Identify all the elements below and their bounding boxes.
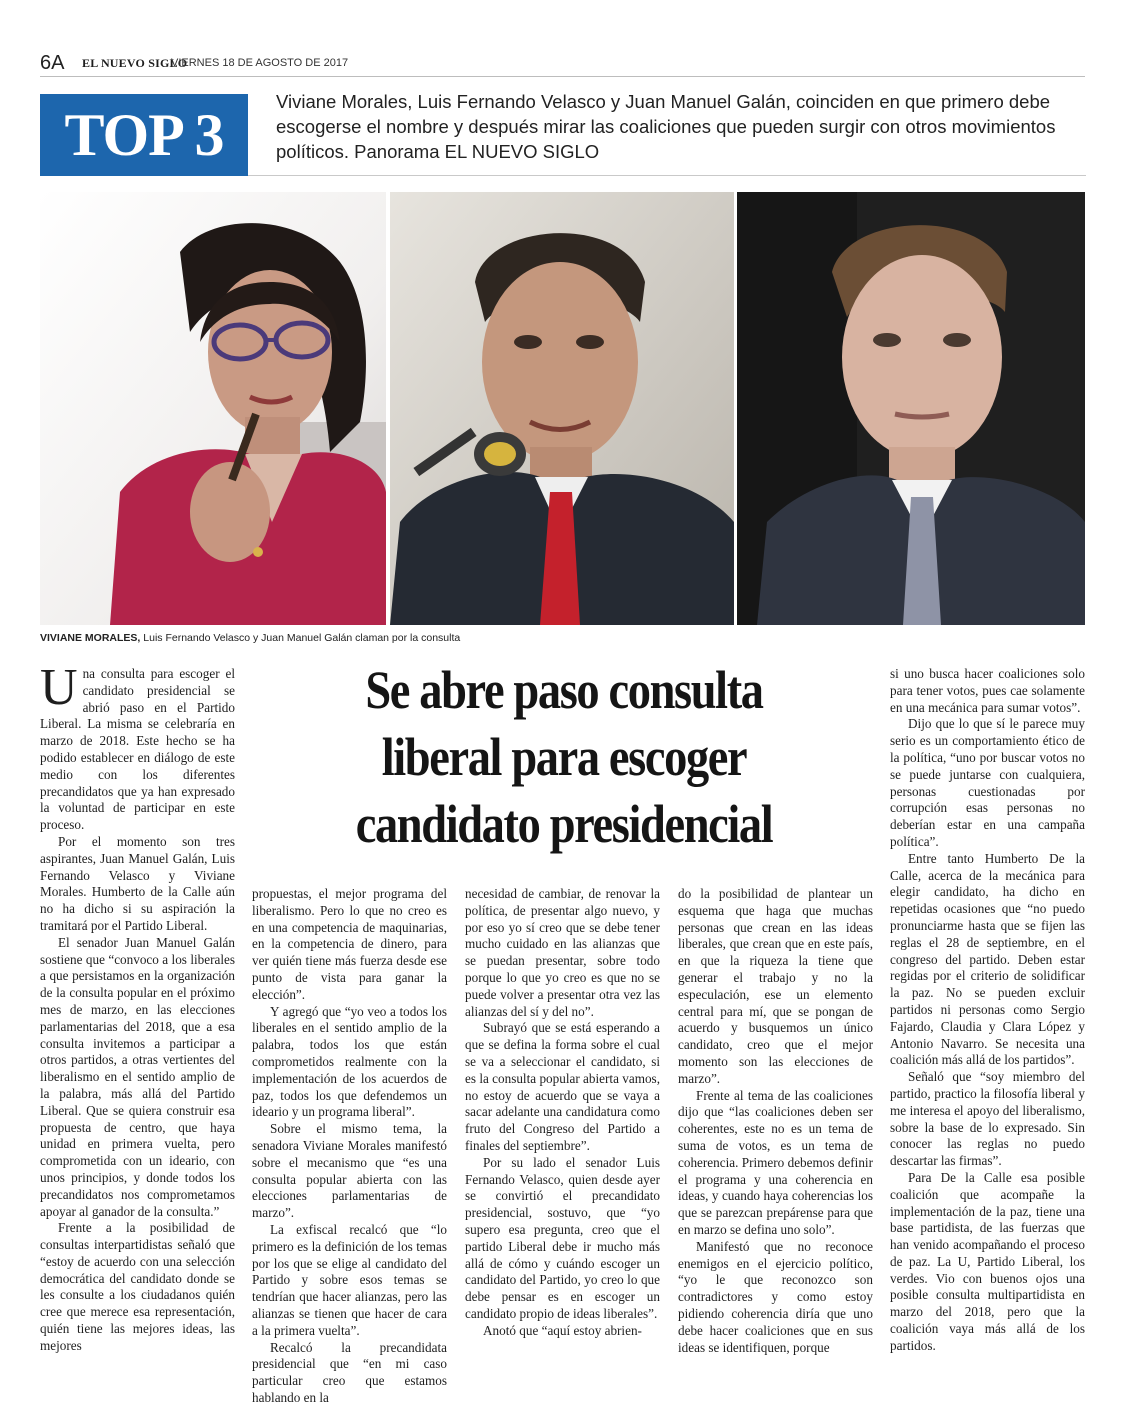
photo-viviane-morales <box>40 192 386 625</box>
article-column-1 <box>40 659 235 1355</box>
paragraph: Frente a la posibilidad de consultas interpartidistas señaló que “estoy de acuerdo con una selección democrática del candidato donde se les consulte a los ciudadanos quién cree que merece esa representación, quién tiene las mejores ideas, las mejores <box>40 1220 235 1353</box>
paragraph: Subrayó que se está esperando a que se defina la forma sobre el cual se va a seleccionar el candidato, si es la consulta popular abierta vamos, no estoy de acuerdo que se vaya a sacar adelante una candidatura como fruto del Congreso del Partido a finales del septiembre”. <box>465 1020 660 1153</box>
paragraph: La exfiscal recalcó que “lo primero es la definición de los temas por los que se elige al candidato del Partido y sobre esos temas se tendrían que hacer alianzas, pero las alianzas se tienen que hacer de cara a la primera vuelta”. <box>252 1221 447 1338</box>
paragraph: Sobre el mismo tema, la senadora Viviane Morales manifestó sobre el mecanismo que “es una consulta popular abierta con las elecciones parlamentarias de marzo”. <box>252 1121 447 1221</box>
paragraph: Por el momento son tres aspirantes, Juan Manuel Galán, Luis Fernando Velasco y Viviane Morales. Humberto de la Calle aún no ha dicho si su aspiración la tramitará por el Partido Liberal. <box>40 833 235 933</box>
paragraph: Entre tanto Humberto De la Calle, acerca de la mecánica para elegir candidato, ha dicho en repetidas ocasiones que “no puedo pronunciarme hasta que se fijen las reglas el 28 de septiembre, en el congreso del partido. Deben estar regidas por el criterio de solidificar la paz. No se pueden excluir partidos ni personas como Sergio Fajardo, Claudia y Clara López y Antonio Navarro. Se necesita una coalición más allá de los partidos”. <box>890 850 1085 1068</box>
paragraph: El senador Juan Manuel Galán sostiene que “convoco a los liberales a que persistamos en la organización de la consulta popular en el próximo mes de marzo, en las elecciones parlamentarias del 2018, que a esa consulta invitemos a participar a otros partidos, a otras vertientes del liberalismo en el sentido amplio de la palabra, más allá del Partido Liberal. Que se quiera construir esa propuesta de centro, que haya unidad en primera vuelta, pero comprometida con un ideario, con unos principios, y donde todos los precandidatos nos comprometamos apoyar al ganador de la consulta.” <box>40 934 235 1219</box>
section-label: TOP 3 <box>64 102 224 168</box>
caption-bold: VIVIANE MORALES, <box>40 632 141 644</box>
article-column-4 <box>678 886 873 1356</box>
paragraph: necesidad de cambiar, de renovar la política, de presentar algo nuevo, y por eso yo sí creo que se debe tener mucho cuidado en las alianzas que se puedan presentar, sobre todo porque lo que yo creo es que no se puede volver a presentar otra vez las alianzas del sí y del no”. <box>465 886 660 1019</box>
paragraph: Manifestó que no reconoce enemigos en el ejercicio político, “yo le que reconozco son contradictores y como estoy pidiendo coherencia diría que uno debe hacer coaliciones que en sus ideas se identifiquen, porque <box>678 1238 873 1355</box>
masthead: EL NUEVO SIGLO <box>82 56 188 70</box>
paragraph: Anotó que “aquí estoy abrien- <box>483 1322 642 1338</box>
paragraph: Recalcó la precandidata presidencial que “en mi caso particular creo que estamos hablando en la <box>252 1339 447 1405</box>
paragraph: si uno busca hacer coaliciones solo para tener votos, pues cae solamente en una mecánica para sumar votos”. <box>890 666 1085 715</box>
section-summary: Viviane Morales, Luis Fernando Velasco y Juan Manuel Galán, coinciden en que primero debe escogerse el nombre y después mirar las coaliciones que pueden surgir con otros movimientos políticos. Panorama EL NUEVO SIGLO <box>276 91 1056 162</box>
page-number: 6A <box>40 52 65 74</box>
drop-cap: U <box>40 659 78 716</box>
section-divider <box>248 175 1086 176</box>
paragraph: do la posibilidad de plantear un esquema que haga que muchas personas que crean en las ideas liberales, que crean que en este país, en que la riqueza la tiene que generar el trabajo y no la especulación, ese un elemento central para mí, que se pongan de acuerdo y busquemos un único candidato, creo que el mejor momento son las elecciones de marzo”. <box>678 886 873 1086</box>
section-label-box <box>40 94 248 176</box>
article-column-3 <box>465 886 660 1340</box>
paragraph: Dijo que lo que sí le parece muy serio es un comportamiento ético de la política, “uno por buscar votos no se puede juntarse con cualquiera, personas cuestionadas por corrupción esas personas no deberían estar en una campaña política”. <box>890 716 1085 849</box>
paragraph: Señaló que “soy miembro del partido, practico la filosofía liberal y me interesa el apoyo del liberalismo, sobre la base de lo expresado. Sin conocer las reglas no puedo descartar las firmas”. <box>890 1069 1085 1169</box>
page-header <box>40 50 1085 77</box>
photo-luis-fernando-velasco <box>390 192 734 625</box>
header-date: VIERNES 18 DE AGOSTO DE 2017 <box>171 57 349 69</box>
headline: Se abre paso consulta liberal para escoger candidato presidencial <box>355 660 773 854</box>
paragraph: Por su lado el senador Luis Fernando Velasco, quien desde ayer se convirtió el precandidato presidencial, sostuvo, que “yo supero esa pregunta, creo que el partido Liberal debe ir mucho más allá de cómo y cuándo escoger un candidato del Partido, yo creo lo que debe pensar es en escoger un candidato propio de ideas liberales”. <box>465 1154 660 1321</box>
photo-juan-manuel-galan <box>737 192 1085 625</box>
photo-caption <box>40 632 460 644</box>
caption-text: Luis Fernando Velasco y Juan Manuel Galán claman por la consulta <box>140 632 461 644</box>
paragraph: Una consulta para escoger el candidato presidencial se abrió paso en el Partido Liberal. La misma se celebraría en marzo de 2018. Este hecho se ha podido establecer en diálogo de este medio con los diferentes precandidatos que ya han expresado la voluntad de participar en este proceso. <box>40 659 235 833</box>
paragraph: propuestas, el mejor programa del liberalismo. Pero lo que no creo es en una competencia de maquinarias, en la competencia de dinero, para ver quién tiene más fuerza desde ese punto de vista para ganar la elección”. <box>252 886 447 1002</box>
paragraph: Frente al tema de las coaliciones dijo que “las coaliciones deben ser coherentes, este no es un tema de suma de votos, es un tema de coherencia. Primero debemos definir el programa y una coherencia en ideas, y cuando haya coherencias los que se parezcan prepárense para que en marzo se defina uno solo”. <box>678 1087 873 1237</box>
article-column-2 <box>252 886 447 1407</box>
paragraph: Para De la Calle esa posible coalición que acompañe la implementación de la paz, tiene una base partidista, de las fuerzas que han venido acompañando el proceso de paz. La U, Partido Liberal, los verdes. Vio con buenos ojos una posible consulta multipartidista en marzo del 2018, pero que la coalición vaya más allá de los partidos. <box>890 1169 1085 1353</box>
article-column-5 <box>890 666 1085 1355</box>
paragraph: Y agregó que “yo veo a todos los liberales en el sentido amplio de la palabra, todos los que están comprometidos realmente con la implementación de los acuerdos de paz, todos los que defendemos un ideario y un programa liberal”. <box>252 1003 447 1120</box>
